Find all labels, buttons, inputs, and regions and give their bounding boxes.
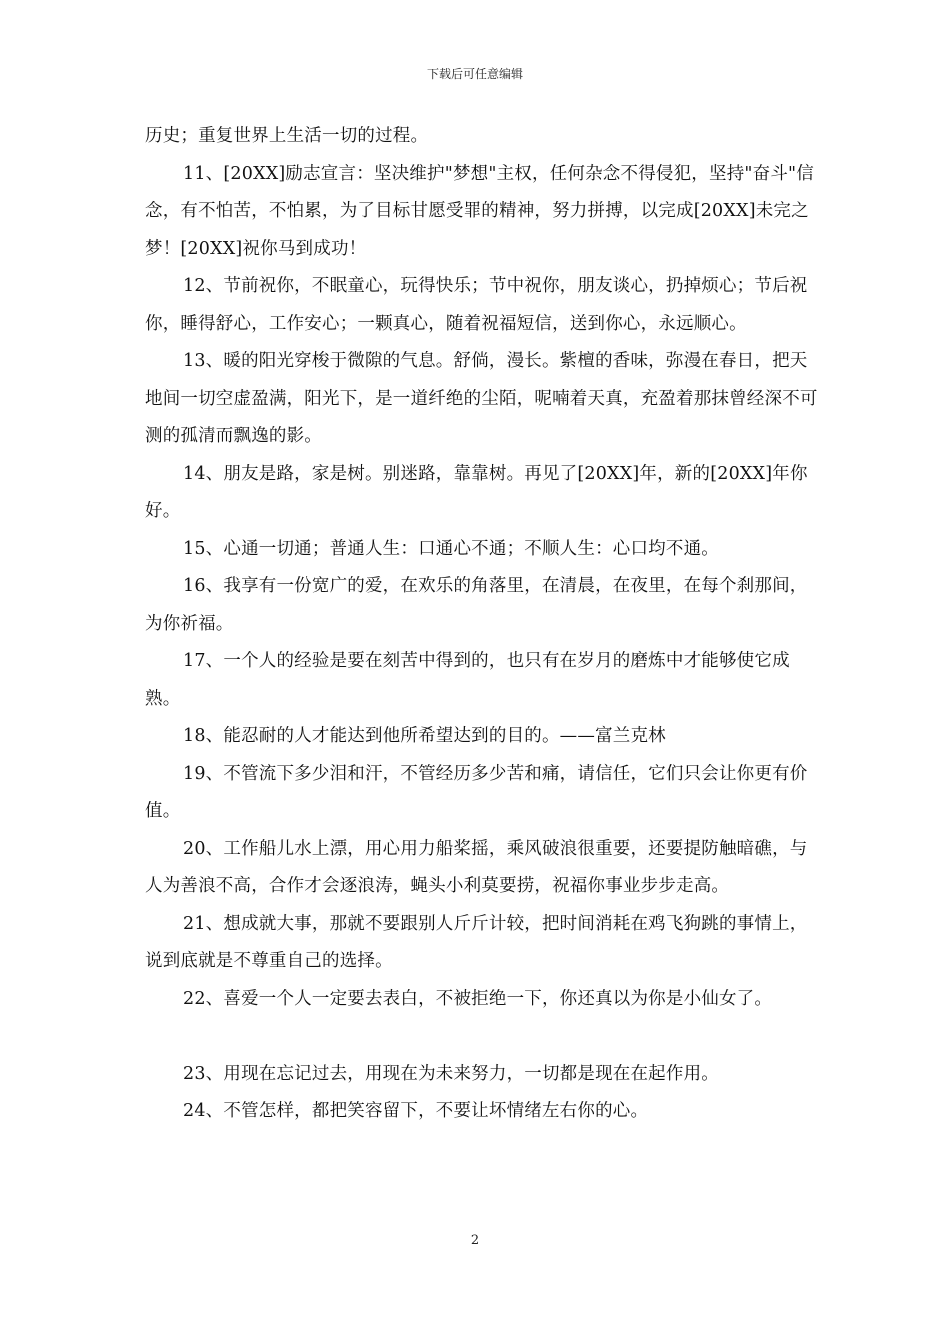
page-header: 下载后可任意编辑 bbox=[426, 67, 523, 81]
paragraph-19: 19、不管流下多少泪和汗，不管经历多少苦和痛，请信任，它们只会让你更有价值。 bbox=[145, 763, 808, 821]
paragraph-15: 15、心通一切通；普通人生：口通心不通；不顺人生：心口均不通。 bbox=[183, 538, 719, 559]
paragraph-14: 14、朋友是路，家是树。别迷路，靠靠树。再见了[20XX]年，新的[20XX]年你好。 bbox=[145, 463, 808, 521]
paragraph-11: 11、[20XX]励志宣言：坚决维护"梦想"主权，任何杂念不得侵犯，坚持"奋斗"信念，有不怕苦，不怕累，为了目标甘愿受罪的精神，努力拼搏，以完成[20XX]未完之梦！[20XX]祝你马到成功！ bbox=[145, 163, 815, 259]
paragraph-12: 12、节前祝你，不眠童心，玩得快乐；节中祝你，朋友谈心，扔掉烦心；节后祝你，睡得舒心，工作安心；一颗真心，随着祝福短信，送到你心，永远顺心。 bbox=[145, 276, 808, 334]
paragraph-continuation: 历史；重复世界上生活一切的过程。 bbox=[145, 126, 429, 146]
paragraph-23: 23、用现在忘记过去，用现在为未来努力，一切都是现在在起作用。 bbox=[183, 1063, 719, 1084]
paragraph-20: 20、工作船儿水上漂，用心用力船桨摇，乘风破浪很重要，还要提防触暗礁，与人为善浪不高，合作才会逐浪涛，蝇头小利莫要捞，祝福你事业步步走高。 bbox=[145, 838, 808, 896]
paragraph-21: 21、想成就大事，那就不要跟别人斤斤计较，把时间消耗在鸡飞狗跳的事情上，说到底就是不尊重自己的选择。 bbox=[145, 913, 808, 971]
paragraph-24: 24、不管怎样，都把笑容留下，不要让坏情绪左右你的心。 bbox=[183, 1101, 649, 1121]
paragraph-17: 17、一个人的经验是要在刻苦中得到的，也只有在岁月的磨炼中才能够使它成熟。 bbox=[145, 651, 790, 709]
paragraph-18: 18、能忍耐的人才能达到他所希望达到的目的。——富兰克林 bbox=[183, 726, 666, 746]
paragraph-16: 16、我享有一份宽广的爱，在欢乐的角落里，在清晨，在夜里，在每个刹那间，为你祈福。 bbox=[145, 576, 808, 634]
page-number: 2 bbox=[470, 1233, 480, 1248]
paragraph-22: 22、喜爱一个人一定要去表白，不被拒绝一下，你还真以为你是小仙女了。 bbox=[183, 988, 773, 1009]
document-body bbox=[145, 118, 820, 1131]
paragraph-13: 13、暖的阳光穿梭于微隙的气息。舒倘，漫长。紫檀的香味，弥漫在春日，把天地间一切空虚盈满，阳光下，是一道纤绝的尘陌，呢喃着天真，充盈着那抹曾经深不可测的孤清而飘逸的影。 bbox=[145, 351, 818, 446]
blank-line bbox=[145, 1018, 820, 1056]
